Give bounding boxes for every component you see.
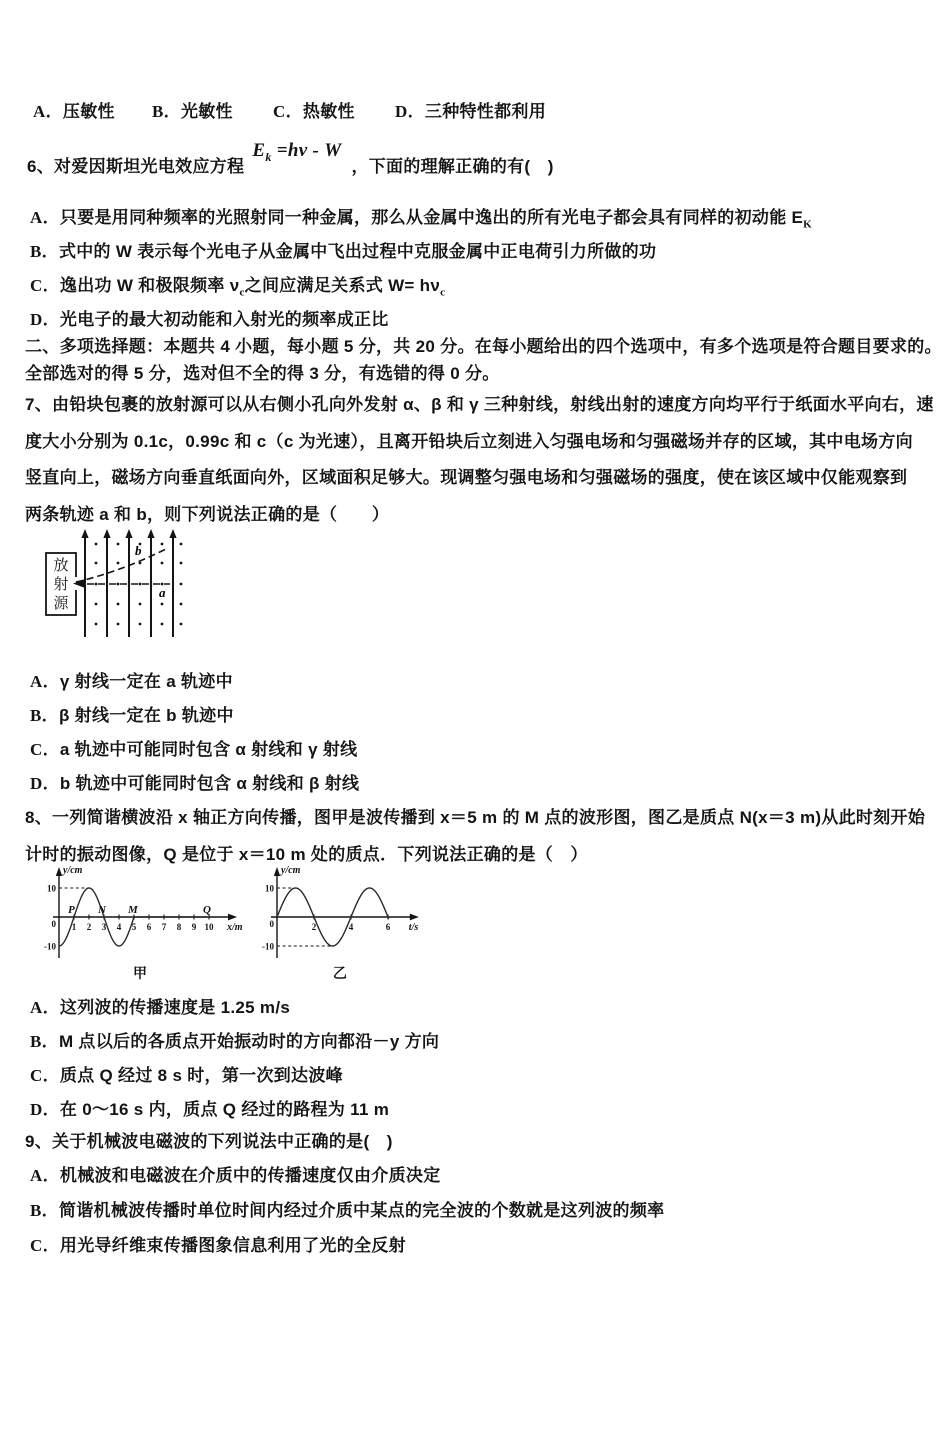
svg-text:3: 3	[101, 922, 107, 932]
oscillation-chart-yi	[257, 865, 425, 981]
q7-line1: 7、由铅块包裹的放射源可以从右侧小孔向外发射 α、β 和 γ 三种射线，射线出射的速度方向均平行于纸面水平向右，速	[25, 395, 934, 414]
q6-stem	[27, 133, 950, 177]
q8-line2: 计时的振动图像，Q 是位于 x＝10 m 处的质点．下列说法正确的是（ ）	[25, 845, 588, 864]
q6-option-b	[30, 237, 950, 259]
q7-options	[0, 667, 950, 791]
option-text: 三种特性都利用	[424, 102, 546, 121]
exam-page	[0, 97, 950, 1441]
q5-option-a	[33, 97, 115, 122]
svg-text:Q: Q	[203, 904, 211, 916]
option-text: 光电子的最大初动能和入射光的频率成正比	[59, 310, 389, 329]
q6-option-c	[30, 271, 950, 299]
option-label: A．	[30, 998, 60, 1017]
svg-text:N: N	[98, 904, 106, 916]
svg-text:10: 10	[204, 922, 214, 932]
option-text: 质点 Q 经过 8 s 时，第一次到达波峰	[59, 1066, 343, 1085]
q8-option-b	[30, 1027, 950, 1049]
q6-option-d	[30, 305, 950, 327]
subscript: c	[440, 286, 446, 299]
q8-charts	[37, 865, 950, 981]
svg-text:M: M	[128, 904, 138, 916]
label-a: a	[159, 585, 166, 600]
svg-text:10: 10	[265, 883, 274, 894]
svg-text:y/cm: y/cm	[63, 865, 83, 876]
subscript: K	[803, 218, 813, 231]
option-text: β 射线一定在 b 轨迹中	[58, 706, 234, 725]
q5-option-d	[395, 97, 546, 122]
trajectory-b	[76, 548, 168, 582]
option-text: M 点以后的各质点开始振动时的方向都沿－y 方向	[58, 1032, 440, 1051]
q8-line1: 8、一列简谐横波沿 x 轴正方向传播，图甲是波传播到 x＝5 m 的 M 点的波形图，图乙是质点 N(x＝3 m)从此时刻开始	[25, 808, 926, 827]
svg-text:10: 10	[47, 883, 56, 894]
option-text: 用光导纤维束传播图象信息利用了光的全反射	[59, 1236, 406, 1255]
svg-text:1: 1	[71, 922, 77, 932]
option-text: γ 射线一定在 a 轨迹中	[59, 672, 233, 691]
option-label: D．	[30, 310, 60, 329]
svg-text:4: 4	[116, 922, 122, 932]
svg-text:-10: -10	[262, 941, 274, 952]
svg-text:2: 2	[311, 922, 317, 932]
svg-text:t/s: t/s	[408, 922, 419, 933]
q9-option-a	[30, 1161, 950, 1183]
option-text: 这列波的传播速度是 1.25 m/s	[59, 998, 291, 1017]
section2-line2: 全部选对的得 5 分，选对但不全的得 3 分，有选错的得 0 分。	[25, 364, 500, 383]
q9-option-c	[30, 1231, 950, 1253]
option-text: 机械波和电磁波在介质中的传播速度仅由介质决定	[59, 1166, 441, 1185]
svg-text:0: 0	[51, 919, 56, 929]
option-label: D．	[30, 1100, 60, 1119]
svg-text:P: P	[68, 904, 75, 916]
svg-text:射: 射	[53, 577, 69, 593]
option-label: B．	[30, 1201, 59, 1220]
svg-text:6: 6	[385, 922, 391, 932]
svg-text:y/cm: y/cm	[281, 865, 301, 876]
subscript: c	[239, 286, 245, 299]
radiation-source-diagram	[40, 527, 190, 643]
q7-option-b	[30, 701, 950, 723]
q5-option-b	[152, 97, 233, 122]
option-label: A．	[30, 208, 60, 227]
q8-options	[0, 993, 950, 1117]
option-label: D．	[395, 102, 425, 121]
q7-line3: 竖直向上，磁场方向垂直纸面向外，区域面积足够大。现调整匀强电场和匀强磁场的强度，使在该区域中仅能观察到	[25, 468, 908, 487]
option-text: 光敏性	[180, 102, 233, 121]
q7-stem	[25, 387, 950, 533]
option-label: A．	[30, 1166, 60, 1185]
svg-text:放: 放	[53, 558, 69, 574]
q7-line4: 两条轨迹 a 和 b，则下列说法正确的是（ ）	[25, 504, 390, 524]
option-text: 式中的 W 表示每个光电子从金属中飞出过程中克服金属中正电荷引力所做的功	[58, 242, 657, 261]
option-text: 逸出功 W 和极限频率 ν	[59, 276, 240, 295]
option-text: 在 0～16 s 内，质点 Q 经过的路程为 11 m	[59, 1100, 390, 1119]
q5-options-row	[0, 97, 950, 119]
photoelectric-equation: $E_k =h\nu - W$	[252, 140, 342, 164]
q9-title: 9、关于机械波电磁波的下列说法中正确的是( )	[25, 1132, 393, 1151]
option-text: 热敏性	[302, 102, 355, 121]
option-label: C．	[30, 740, 60, 759]
q6-stem-post: ，下面的理解正确的有( )	[351, 157, 554, 176]
q8-option-d	[30, 1095, 950, 1117]
option-label: C．	[273, 102, 303, 121]
section2-line1: 二、多项选择题：本题共 4 小题，每小题 5 分，共 20 分。在每小题给出的四个选项中，有多个选项是符合题目要求的。	[25, 337, 942, 356]
svg-text:乙: 乙	[332, 965, 347, 981]
q8-option-c	[30, 1061, 950, 1083]
option-label: B．	[30, 1032, 59, 1051]
q6-options	[0, 203, 950, 327]
q8-option-a	[30, 993, 950, 1015]
option-label: A．	[33, 102, 63, 121]
option-text: 压敏性	[62, 102, 115, 121]
svg-text:甲: 甲	[133, 965, 147, 981]
svg-text:5: 5	[131, 922, 137, 932]
option-label: B．	[30, 706, 59, 725]
source-label	[53, 557, 69, 612]
q9-option-b	[30, 1196, 950, 1218]
q8-stem	[25, 799, 950, 873]
svg-text:源: 源	[53, 596, 69, 612]
option-label: C．	[30, 276, 60, 295]
svg-text:2: 2	[86, 922, 92, 932]
q7-option-a	[30, 667, 950, 689]
svg-text:4: 4	[348, 922, 354, 932]
label-b: b	[135, 543, 142, 558]
option-text: a 轨迹中可能同时包含 α 射线和 γ 射线	[59, 740, 358, 759]
option-text: 简谐机械波传播时单位时间内经过介质中某点的完全波的个数就是这列波的频率	[58, 1201, 665, 1220]
svg-text:0: 0	[269, 919, 274, 929]
q5-option-c	[273, 97, 355, 122]
option-label: A．	[30, 672, 60, 691]
svg-text:6: 6	[146, 922, 152, 932]
option-text: 只要是用同种频率的光照射同一种金属，那么从金属中逸出的所有光电子都会具有同样的初动能 E	[59, 208, 804, 227]
q7-option-c	[30, 735, 950, 757]
q6-stem-pre: 6、对爱因斯坦光电效应方程	[27, 157, 245, 176]
q6-option-a	[30, 203, 950, 231]
svg-text:8: 8	[176, 922, 182, 932]
svg-text:-10: -10	[44, 941, 56, 952]
q7-line2: 度大小分别为 0.1c，0.99c 和 c（c 为光速），且离开铅块后立刻进入匀强电场和匀强磁场并存的区域，其中电场方向	[25, 431, 913, 451]
waveform-chart-jia	[37, 865, 249, 981]
option-label: D．	[30, 774, 60, 793]
option-label: C．	[30, 1236, 60, 1255]
radiation-diagram-wrap	[40, 527, 950, 643]
svg-text:x/m: x/m	[227, 922, 243, 933]
q9-options	[0, 1161, 950, 1253]
section2-header	[25, 333, 950, 387]
option-label: C．	[30, 1066, 60, 1085]
svg-text:7: 7	[161, 922, 167, 932]
option-text: b 轨迹中可能同时包含 α 射线和 β 射线	[59, 774, 360, 793]
svg-text:9: 9	[191, 922, 197, 932]
option-text: 之间应满足关系式 W= hν	[244, 276, 441, 295]
option-label: B．	[152, 102, 181, 121]
q7-option-d	[30, 769, 950, 791]
option-label: B．	[30, 242, 59, 261]
